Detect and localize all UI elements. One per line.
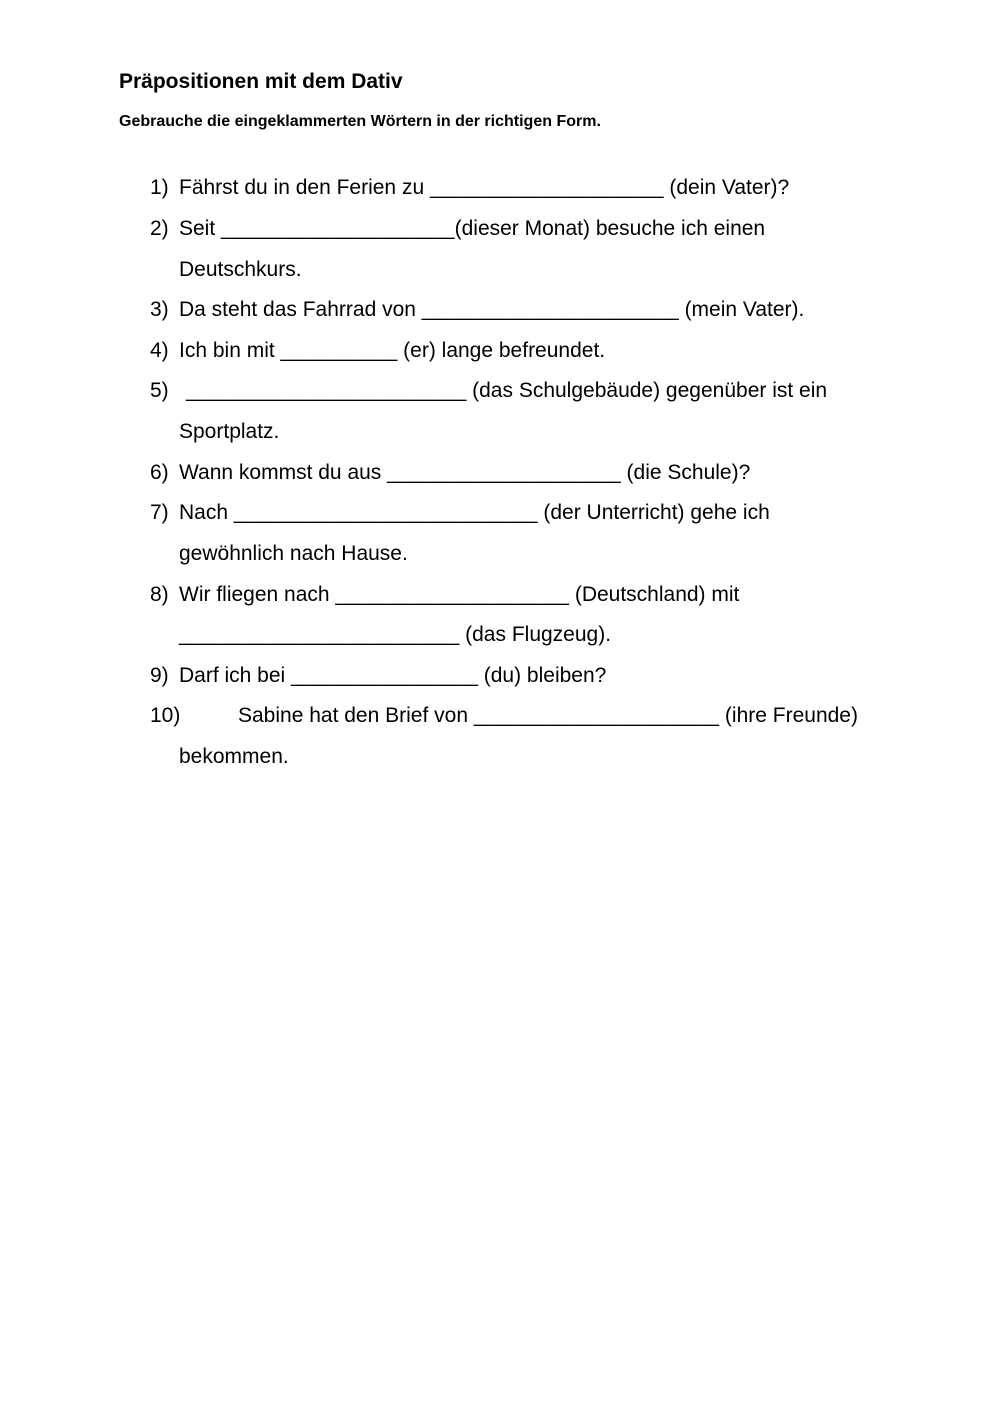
exercise-number: 2) [150, 217, 169, 240]
exercise-sentence: Wir fliegen nach ____________________ (Deutschland) mit [179, 583, 740, 606]
instruction-text: Gebrauche die eingeklammerten Wörtern in der richtigen Form. [119, 113, 601, 130]
exercise-sentence: Darf ich bei ________________ (du) bleiben? [179, 664, 607, 687]
exercise-number: 8) [150, 583, 169, 606]
exercise-sentence: Wann kommst du aus ____________________ (die Schule)? [179, 461, 751, 484]
exercise-number: 1) [150, 176, 169, 199]
exercise-number: 4) [150, 339, 169, 362]
exercise-sentence: Seit ____________________(dieser Monat) besuche ich einen [179, 217, 766, 240]
exercise-sentence-continuation: gewöhnlich nach Hause. [179, 542, 408, 565]
exercise-sentence: Ich bin mit __________ (er) lange befreundet. [179, 339, 606, 362]
exercise-number: 9) [150, 664, 169, 687]
exercise-number: 7) [150, 501, 169, 524]
exercise-sentence-continuation: bekommen. [179, 745, 289, 768]
exercise-number: 3) [150, 298, 169, 321]
exercise-sentence-continuation: Deutschkurs. [179, 258, 302, 281]
exercise-sentence: Da steht das Fahrrad von ______________________ (mein Vater). [179, 298, 805, 321]
exercise-number: 5) [150, 379, 169, 402]
exercise-sentence: Sabine hat den Brief von _____________________ (ihre Freunde) [238, 704, 858, 727]
exercise-sentence: Nach __________________________ (der Unterricht) gehe ich [179, 501, 770, 524]
exercise-sentence: ________________________ (das Schulgebäude) gegenüber ist ein [186, 379, 828, 402]
exercise-sentence-continuation: Sportplatz. [179, 420, 280, 443]
exercise-number: 10) [150, 704, 181, 727]
page-title: Präpositionen mit dem Dativ [119, 70, 403, 93]
exercise-number: 6) [150, 461, 169, 484]
exercise-sentence-continuation: ________________________ (das Flugzeug). [179, 623, 612, 646]
exercise-sentence: Fährst du in den Ferien zu ____________________ (dein Vater)? [179, 176, 790, 199]
